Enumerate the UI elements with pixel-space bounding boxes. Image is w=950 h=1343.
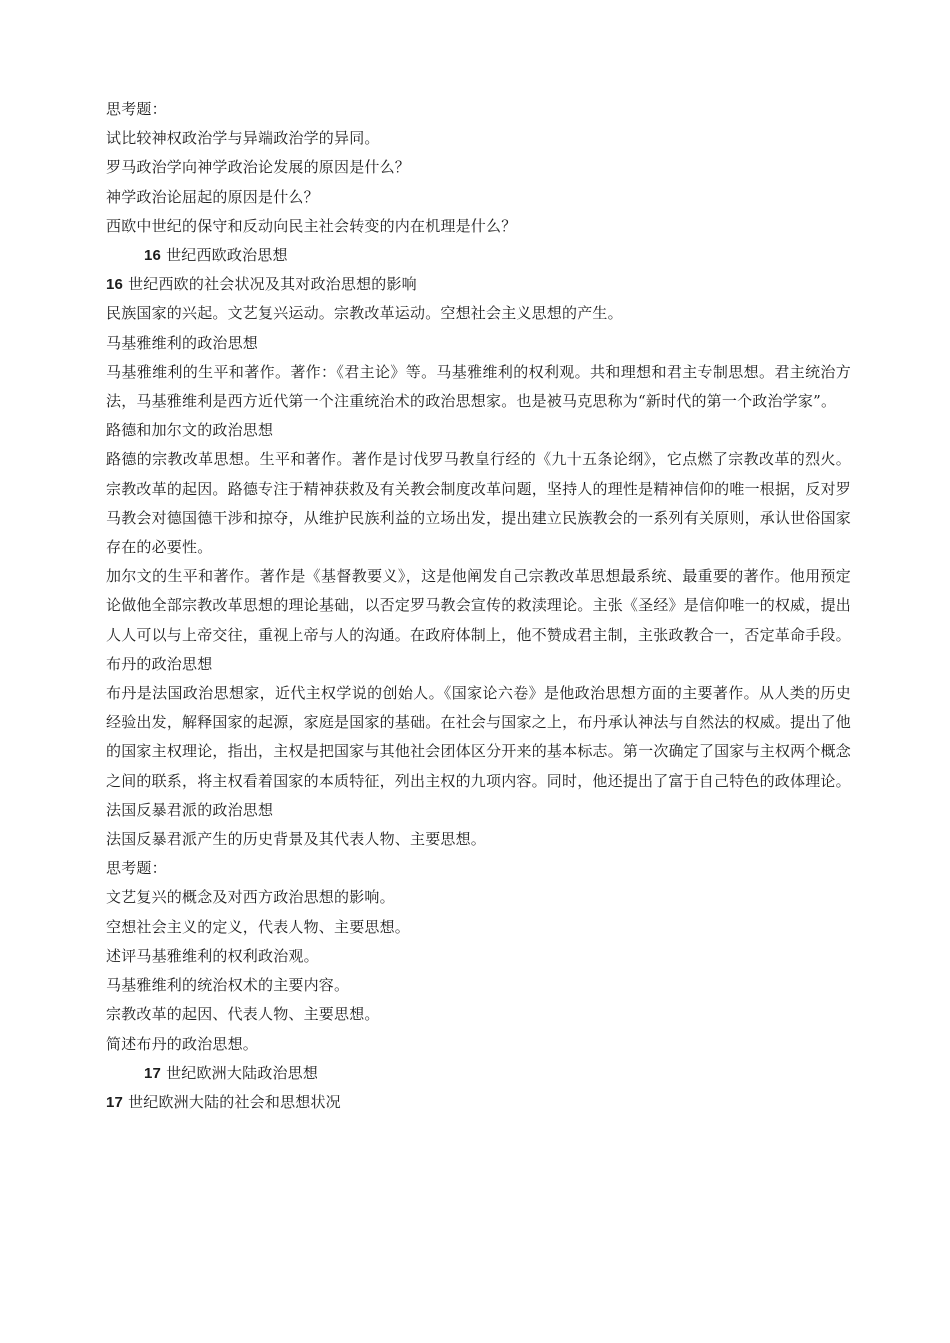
text-line: 西欧中世纪的保守和反动向民主社会转变的内在机理是什么？ — [106, 216, 517, 235]
text-line: 马基雅维利的政治思想 — [106, 333, 259, 352]
body-paragraph: 布丹是法国政治思想家，近代主权学说的创始人。《国家论六卷》是他政治思想方面的主要著作。从人类的历史经验出发，解释国家的起源，家庭是国家的基础。在社会与国家之上，布丹承认神法与自然法的权威。提出了他的国家主权理论，指出，主权是把国家与其他社会团体区分开来的基本标志。第一次确定了国家与主权两个概念之间的联系，将主权看着国家的本质特征，列出主权的九项内容。同时，他还提出了富于自己特色的政体理论。 — [106, 684, 851, 790]
text-line: 马基雅维利的统治权术的主要内容。 — [106, 976, 350, 995]
text-line: 布丹的政治思想 — [106, 654, 213, 673]
body-paragraph: 马基雅维利的生平和著作。著作：《君主论》等。马基雅维利的权利观。共和理想和君主专制思想。君主统治方法，马基雅维利是西方近代第一个注重统治术的政治思想家。也是被马克思称为“新时代的第一个政治学家”。 — [106, 362, 851, 411]
text-line: 宗教改革的起因、代表人物、主要思想。 — [106, 1005, 380, 1024]
section-heading — [106, 1088, 851, 1117]
text-line: 罗马政治学向神学政治论发展的原因是什么？ — [106, 158, 411, 177]
century-number: 16 — [144, 247, 162, 265]
text-line: 法国反暴君派产生的历史背景及其代表人物、主要思想。 — [106, 830, 487, 849]
text-line: 文艺复兴的概念及对西方政治思想的影响。 — [106, 888, 395, 907]
body-paragraph: 加尔文的生平和著作。著作是《基督教要义》，这是他阐发自己宗教改革思想最系统、最重要的著作。他用预定论做他全部宗教改革思想的理论基础，以否定罗马教会宣传的救渎理论。主张《圣经》是信仰唯一的权威，提出人人可以与上帝交往，重视上帝与人的沟通。在政府体制上，他不赞成君主制，主张政教合一，否定革命手段。 — [106, 567, 851, 644]
text-line: 空想社会主义的定义，代表人物、主要思想。 — [106, 917, 411, 936]
heading-text: 世纪西欧政治思想 — [166, 246, 288, 265]
text-line: 思考题： — [106, 100, 167, 118]
text-line: 试比较神权政治学与异端政治学的异同。 — [106, 129, 380, 148]
text-line: 述评马基雅维利的权利政治观。 — [106, 946, 319, 965]
text-line: 简述布丹的政治思想。 — [106, 1034, 259, 1053]
text-line: 法国反暴君派的政治思想 — [106, 800, 274, 819]
century-number: 16 — [106, 276, 124, 294]
century-number: 17 — [144, 1064, 162, 1082]
century-number: 17 — [106, 1093, 124, 1111]
section-title — [106, 241, 851, 270]
document-content — [106, 95, 851, 1117]
section-title — [106, 1059, 851, 1088]
text-line: 路德和加尔文的政治思想 — [106, 421, 274, 440]
heading-text: 世纪欧洲大陆政治思想 — [166, 1063, 319, 1082]
text-line: 民族国家的兴起。文艺复兴运动。宗教改革运动。空想社会主义思想的产生。 — [106, 304, 623, 323]
heading-text: 世纪西欧的社会状况及其对政治思想的影响 — [128, 275, 417, 294]
document-page — [106, 95, 851, 1117]
text-line: 思考题： — [106, 859, 167, 878]
heading-text: 世纪欧洲大陆的社会和思想状况 — [128, 1092, 341, 1111]
text-line: 神学政治论屈起的原因是什么？ — [106, 187, 319, 206]
section-heading — [106, 270, 851, 299]
body-paragraph: 路德的宗教改革思想。生平和著作。著作是讨伐罗马教皇行经的《九十五条论纲》，它点燃了宗教改革的烈火。宗教改革的起因。路德专注于精神获救及有关教会制度改革问题，坚持人的理性是精神信仰的唯一根据，反对罗马教会对德国德干涉和掠夺，从维护民族利益的立场出发，提出建立民族教会的一系列有关原则，承认世俗国家存在的必要性。 — [106, 450, 851, 557]
